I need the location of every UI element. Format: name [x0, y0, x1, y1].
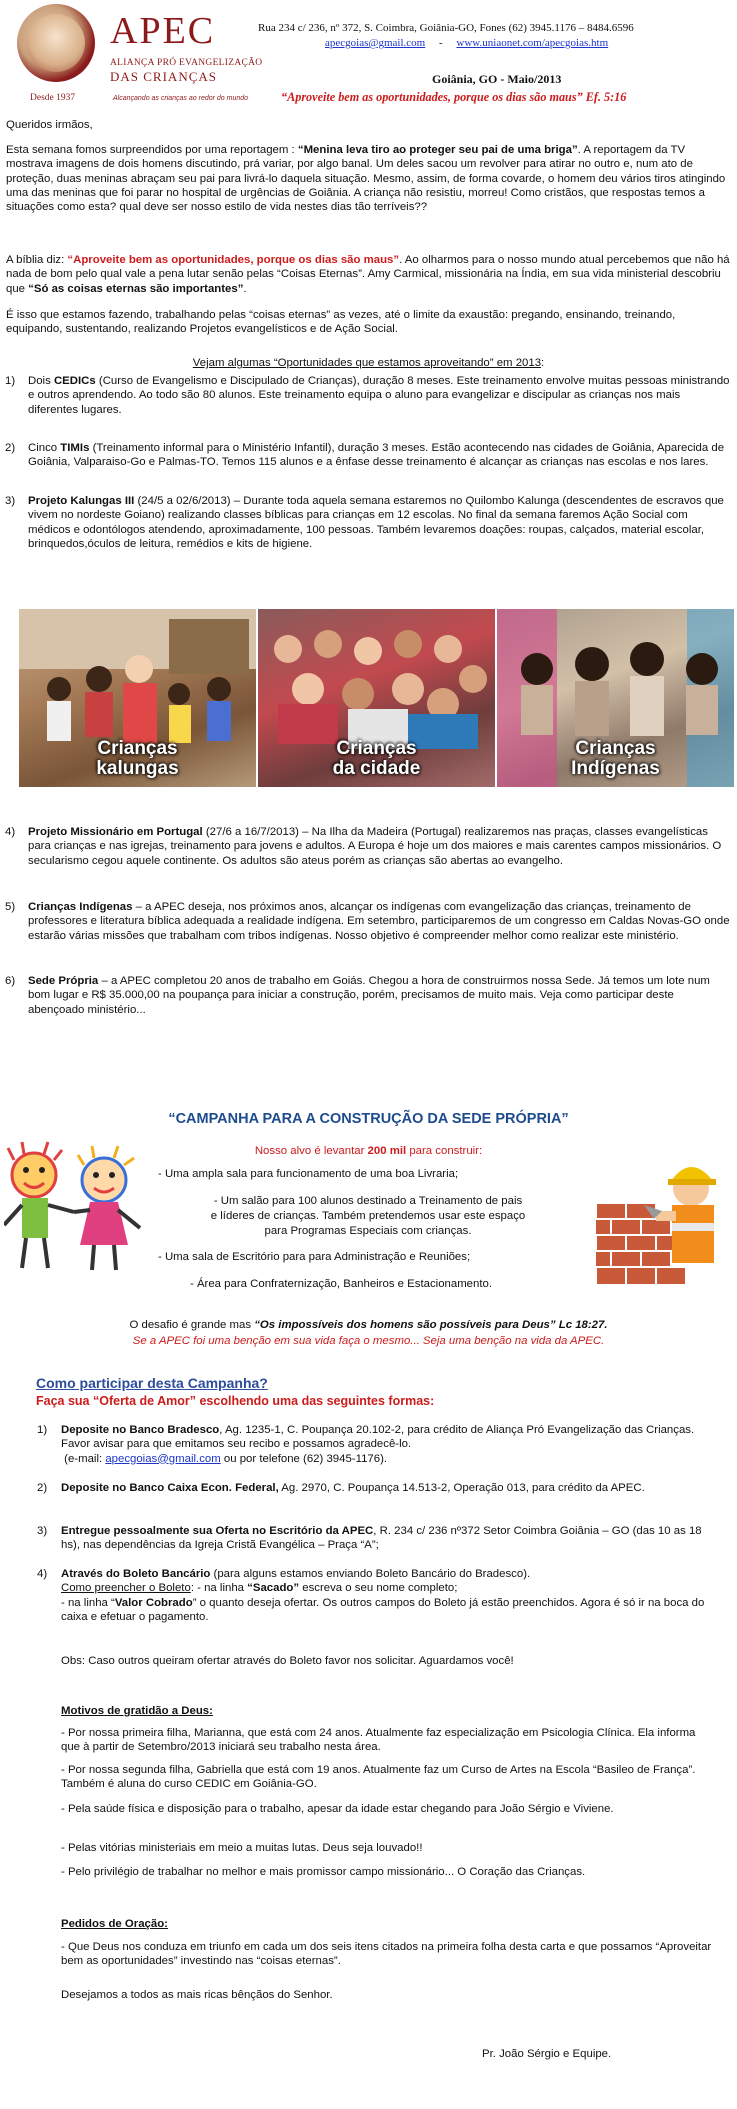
campaign-line: - Uma sala de Escritório para para Administração e Reuniões; — [158, 1251, 471, 1263]
photo-indigenas — [497, 609, 734, 787]
item-text: – a APEC deseja, nos próximos anos, alcançar os indígenas com evangelização das crianças, treinamento de professores e literatura bíblica adequada a realidade indígena. Em setembro, participaremos de um congresso em Caldas Novas-GO onde estarão várias missões que trabalham com tribos indígenas. Nosso objetivo é compreender melhor como realizar este ministério. — [28, 901, 730, 942]
option-title: Deposite no Banco Bradesco — [61, 1424, 220, 1436]
item-number: 5) — [5, 901, 16, 913]
p1-body: . A reportagem da TV mostrava imagens de dois homens discutindo, prá variar, por algo banal. Um deles sacou um revolver para atirar no outro e, num ato de proteção, duas meninas abraçam seu pai para livrá-lo daquela situação. Mesmo, assim, de forma covarde, o homem deu vários tiros atingindo uma das meninas que foi parar no hospital de urgências de Goiânia. A criança não resistiu, morreu! Como cristãos, que respostas temos a situações como esta? qual deve ser nosso estilo de vida nestes dias tão terríveis?? — [6, 144, 726, 213]
photo-strip — [19, 609, 734, 787]
option-text: , R. 234 c/ 236 nº372 Setor Coimbra Goiânia – GO (das 10 as 18 hs), nas dependências da Igreja Cristã Evangélica – Praça “A”; — [61, 1525, 702, 1552]
address-line: Rua 234 c/ 236, nº 372, S. Coimbra, Goiânia-GO, Fones (62) 3945.1176 – 8484.6596 — [258, 22, 634, 34]
boleto-field: “Sacado” — [247, 1582, 300, 1595]
item-pre: Dois — [28, 375, 54, 387]
prayer-item: - Que Deus nos conduza em triunfo em cada um dos seis itens citados na primeira folha desta carta e que possamos “Aproveitar bem as oportunidades” investindo nas “coisas eternas”. — [61, 1941, 712, 1968]
logo-subtitle-line2: DAS CRIANÇAS — [110, 69, 217, 84]
item-text: (24/5 a 02/6/2013) – Durante toda aquela semana estaremos no Quilombo Kalunga (descendentes de escravos que vivem no nordeste Goiano) realizando classes bíblicas para crianças em 12 escolas. No final da semana faremos Ação Social com médicos e odontólogos atendendo, aproximadamente, 100 pessoas. Também levaremos doações: roupas, calçados, material escolar, brinquedos,óculos de leitura, remédios e kits de higiene. — [28, 495, 724, 550]
contact-links — [325, 37, 608, 51]
p2-intro: A bíblia diz: — [6, 254, 68, 266]
boleto-how: Como preencher o Boleto — [61, 1582, 191, 1595]
builder-illustration-icon — [596, 1143, 731, 1285]
item-title: Sede Própria — [28, 975, 99, 987]
item-title: Projeto Kalungas III — [28, 495, 135, 507]
goal-intro: Nosso alvo é levantar — [254, 1145, 368, 1157]
logo-subtitle-line1: ALIANÇA PRÓ EVANGELIZAÇÃO — [110, 58, 263, 68]
item-text: (Curso de Evangelismo e Discipulado de Crianças), duração 8 meses. Este treinamento envolve muitas pessoas ministrando e outros aprendendo. Ao todo são 80 alunos. Este treinamento equipa o aluno para evangelizar e discipular as crianças nos mais diferentes lugares. — [28, 375, 730, 416]
item-pre: Cinco — [28, 442, 61, 454]
campaign-line: e líderes de crianças. Também pretendemos usar este espaço — [210, 1210, 526, 1222]
item-number: 1) — [37, 1424, 48, 1436]
opportunity-item — [5, 441, 730, 470]
opportunities-heading-colon: : — [541, 357, 545, 369]
boleto-line: escreva o seu nome completo; — [299, 1582, 458, 1595]
option-text: (para alguns estamos enviando Boleto Bancário do Bradesco). — [210, 1568, 531, 1580]
closing-line: Desejamos a todos as mais ricas bênçãos do Senhor. — [61, 1989, 333, 2001]
option-text: , Ag. 1235-1, C. Poupança 20.102-2, para crédito de Aliança Pró Evangelização das Crianças. Favor avisar para que emitamos seu recibo e possamos agradecê-lo. — [61, 1424, 695, 1451]
city-date: Goiânia, GO - Maio/2013 — [432, 72, 562, 86]
opportunity-item — [5, 900, 730, 943]
letterhead — [0, 0, 737, 110]
kids-drawing-icon — [4, 1140, 142, 1273]
email-pre: (e-mail: — [64, 1452, 106, 1465]
p2-body: . Ao olharmos para o nosso mundo atual percebemos que não há nada de bom pelo qual vale a pena lutar senão pelas “Coisas Eternas”. Amy Carmical, missionária na Índia, em sua vida ministerial descobriu que — [6, 254, 730, 295]
gratitude-item: - Pela saúde física e disposição para o trabalho, apesar da idade estar chegando para João Sérgio e Viviene. — [61, 1803, 614, 1815]
campaign-line: - Um salão para 100 alunos destinado a Treinamento de pais — [213, 1195, 523, 1207]
item-title: CEDICs — [53, 375, 96, 387]
item-title: Crianças Indígenas — [28, 901, 133, 913]
item-text: (Treinamento informal para o Ministério Infantil), duração 3 meses. Estão acontecendo nas cidades de Goiânia, Aparecida de Goiânia, Valparaiso-Go e Palmas-TO. Temos 115 alunos e a ênfase desse treinamento é alcançar as crianças nas escolas e nos lares. — [28, 442, 725, 469]
challenge-verse: “Os impossíveis dos homens são possíveis para Deus” Lc 18:27. — [254, 1319, 608, 1331]
photo-caption: Crianças kalungas — [96, 738, 179, 780]
item-number: 4) — [37, 1568, 48, 1580]
photo-cidade — [258, 609, 495, 787]
opportunity-item — [5, 374, 730, 417]
participate-heading: Como participar desta Campanha? — [36, 1375, 268, 1391]
campaign-line: para Programas Especiais com crianças. — [264, 1225, 472, 1237]
p2-verse: “Aproveite bem as oportunidades, porque os dias são maus” — [67, 254, 400, 266]
item-text: (27/6 a 16/7/2013) – Na Ilha da Madeira (Portugal) realizaremos nas praças, classes evangelísticas para crianças e nas igrejas, treinamento para jovens e adultos. A Europa é hoje um dos maiores e mais carentes campos missionários. O secularismo cegou aquele continente. Os adultos são ateus porém as crianças são abertas ao evangelho. — [28, 826, 722, 867]
option-title: Deposite no Banco Caixa Econ. Federal, — [61, 1482, 279, 1494]
photo-kalungas — [19, 609, 256, 787]
option-text: Ag. 2970, C. Poupança 14.513-2, Operação 013, para crédito da APEC. — [278, 1482, 645, 1494]
payment-option — [37, 1481, 706, 1495]
payment-option — [37, 1567, 706, 1624]
apec-logo-emblem — [17, 4, 95, 82]
item-number: 1) — [5, 375, 16, 387]
option-title: Entregue pessoalmente sua Oferta no Escritório da APEC — [61, 1525, 374, 1537]
signature: Pr. João Sérgio e Equipe. — [482, 2048, 612, 2060]
boleto-line: ” o quanto deseja ofertar. Os outros campos do Boleto já estão preenchidos. Agora é só ir na boca do caixa e efetuar o pagamento. — [61, 1596, 705, 1623]
boleto-line: - na linha “ — [61, 1596, 115, 1609]
item-text: – a APEC completou 20 anos de trabalho em Goiás. Chegou a hora de construirmos nossa Sede. Já temos um lote num bom lugar e R$ 35.000,00 na poupança para iniciar a construção, porém, precisamos de muito mais. Veja como participar deste abençoado ministério... — [28, 975, 710, 1016]
boleto-field: Valor Cobrado — [114, 1596, 193, 1609]
logo-name: APEC — [110, 10, 216, 52]
paragraph-2 — [6, 253, 731, 296]
logo-since: Desde 1937 — [30, 93, 76, 103]
opportunity-item — [5, 825, 730, 868]
item-number: 3) — [5, 495, 16, 507]
option-title: Através do Boleto Bancário — [61, 1568, 211, 1580]
gratitude-item: - Por nossa primeira filha, Marianna, que está com 24 anos. Atualmente faz especialização em Psicologia Clínica. Ela informa que à partir de Setembro/2013 iniciará seu trabalho nesta área. — [61, 1727, 696, 1754]
opportunity-item — [5, 974, 730, 1017]
greeting: Queridos irmãos, — [6, 119, 93, 131]
header-verse: “Aproveite bem as oportunidades, porque os dias são maus” Ef. 5:16 — [281, 90, 627, 104]
opportunities-heading-text: Vejam algumas “Oportunidades que estamos aproveitando” em 2013 — [192, 357, 542, 369]
gratitude-item: - Pelas vitórias ministeriais em meio a muitas lutas. Deus seja louvado!! — [61, 1842, 423, 1854]
campaign-title: “CAMPANHA PARA A CONSTRUÇÃO DA SEDE PRÓPRIA” — [168, 1111, 569, 1127]
item-title: TIMIs — [60, 442, 90, 454]
goal-amount: 200 mil — [367, 1145, 407, 1157]
campaign-line: - Uma ampla sala para funcionamento de uma boa Livraria; — [158, 1168, 459, 1180]
item-title: Projeto Missionário em Portugal — [28, 826, 203, 838]
item-number: 4) — [5, 826, 16, 838]
p1-headline: “Menina leva tiro ao proteger seu pai de uma briga” — [297, 144, 578, 156]
challenge-intro: O desafio é grande mas — [129, 1319, 255, 1331]
campaign-challenge — [0, 1318, 737, 1332]
p2-end: . — [243, 282, 247, 295]
email-link[interactable]: apecgoias@gmail.com — [105, 1452, 221, 1465]
photo-caption: Crianças da cidade — [332, 738, 421, 780]
gratitude-heading: Motivos de gratidão a Deus: — [61, 1705, 213, 1717]
prayer-heading: Pedidos de Oração: — [61, 1918, 168, 1930]
photo-caption: Crianças Indígenas — [571, 738, 660, 780]
paragraph-1 — [6, 143, 731, 214]
gratitude-item: - Por nossa segunda filha, Gabriella que está com 19 anos. Atualmente faz um Curso de Artes na Escola “Basileo de França”. Também é aluna do curso CEDIC em Goiânia-GO. — [61, 1764, 696, 1791]
obs-note: Obs: Caso outros queiram ofertar através do Boleto favor nos solicitar. Aguardamos você! — [61, 1655, 514, 1667]
participate-subheading: Faça sua “Oferta de Amor” escolhendo uma das seguintes formas: — [36, 1394, 435, 1408]
p1-intro: Esta semana fomos surpreendidos por uma reportagem : — [6, 144, 298, 156]
logo-tagline: Alcançando as crianças ao redor do mundo — [113, 95, 249, 102]
goal-end: para construir: — [406, 1145, 483, 1157]
campaign-blessing: Se a APEC foi uma benção em sua vida faça o mesmo... Seja uma benção na vida da APEC. — [132, 1335, 605, 1347]
gratitude-item: - Pelo privilégio de trabalhar no melhor e mais promissor campo missionário... O Coração das Crianças. — [61, 1866, 586, 1878]
campaign-line: - Área para Confraternização, Banheiros e Estacionamento. — [190, 1278, 493, 1290]
opportunity-item — [5, 494, 730, 551]
item-number: 6) — [5, 975, 16, 987]
payment-option — [37, 1524, 706, 1553]
item-number: 2) — [37, 1482, 48, 1494]
item-number: 2) — [5, 442, 16, 454]
boleto-line: : - na linha — [190, 1582, 248, 1595]
website-link[interactable]: www.uniaonet.com/apecgoias.htm — [456, 37, 609, 49]
paragraph-3: É isso que estamos fazendo, trabalhando pelas “coisas eternas” as vezes, até o limite da exaustão: pregando, ensinando, treinando, equipando, sustentando, realizando Projetos evangelísticos e de Ação Social. — [6, 309, 676, 336]
opportunities-heading — [0, 356, 737, 370]
p2-quote: “Só as coisas eternas são importantes” — [28, 282, 244, 295]
email-post: ou por telefone (62) 3945-1176). — [220, 1452, 388, 1465]
payment-option — [37, 1423, 706, 1466]
email-link[interactable]: apecgoias@gmail.com — [325, 37, 426, 49]
link-separator: - — [439, 37, 443, 49]
item-number: 3) — [37, 1525, 48, 1537]
